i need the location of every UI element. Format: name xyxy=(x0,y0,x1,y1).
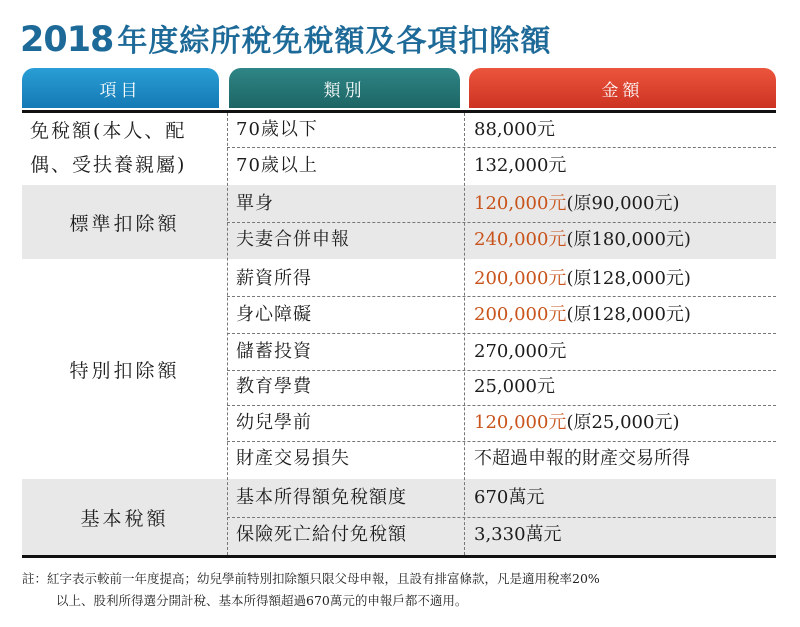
header-amount: 金額 xyxy=(469,68,776,108)
table-row-amount xyxy=(474,405,679,441)
table-row-category: 70歲以下 xyxy=(236,119,318,140)
table-row-amount xyxy=(474,334,566,370)
table-row-amount xyxy=(474,297,691,333)
footnote-line2: 以上、股利所得選分開計稅、基本所得額超過670萬元的申報戶都不適用。 xyxy=(56,593,468,608)
table-row-category: 單身 xyxy=(236,193,274,214)
table-row-amount xyxy=(474,261,691,297)
group-special-deduction: 特別扣除額 xyxy=(69,359,180,382)
table-bottom-rule xyxy=(22,555,776,558)
table-row-category: 身心障礙 xyxy=(236,304,312,325)
header-category: 類別 xyxy=(229,68,460,108)
group-exemption-line2: 偶、受扶養親屬) xyxy=(30,154,187,176)
title-year: 2018 xyxy=(20,20,114,60)
group-exemption xyxy=(30,114,225,182)
amount-value: 3,330萬元 xyxy=(474,524,562,545)
table-row-amount xyxy=(474,112,555,148)
page-title xyxy=(20,16,551,60)
amount-original: (原25,000元) xyxy=(566,412,680,433)
table-row-amount xyxy=(474,148,566,184)
header-item: 項目 xyxy=(22,68,219,108)
table-row-category: 薪資所得 xyxy=(236,268,312,289)
table-top-rule xyxy=(22,110,776,113)
group-exemption-line1: 免稅額(本人、配 xyxy=(30,120,187,142)
amount-value-increased: 120,000元 xyxy=(474,193,567,214)
amount-original: (原128,000元) xyxy=(566,268,691,289)
amount-value-increased: 240,000元 xyxy=(474,229,567,250)
table-row-amount xyxy=(474,186,679,222)
table-row-category: 教育學費 xyxy=(236,376,312,397)
amount-original: (原90,000元) xyxy=(566,193,680,214)
amount-value-increased: 200,000元 xyxy=(474,304,567,325)
footnote xyxy=(22,568,782,612)
table-row-amount xyxy=(474,222,691,258)
column-divider-2 xyxy=(464,113,465,555)
amount-value: 670萬元 xyxy=(474,487,545,508)
table-row-category: 幼兒學前 xyxy=(236,412,312,433)
amount-original: (原128,000元) xyxy=(566,304,691,325)
table-row-category: 夫妻合併申報 xyxy=(236,229,350,250)
amount-value: 不超過申報的財產交易所得 xyxy=(474,448,690,469)
table-row-category: 基本所得額免稅額度 xyxy=(236,487,407,508)
table-row-amount xyxy=(474,369,555,405)
amount-value: 270,000元 xyxy=(474,341,567,362)
amount-value-increased: 200,000元 xyxy=(474,268,567,289)
table-row-amount xyxy=(474,517,562,553)
amount-value: 88,000元 xyxy=(474,119,555,140)
amount-value: 25,000元 xyxy=(474,376,555,397)
table-row-category: 財產交易損失 xyxy=(236,448,350,469)
table-row-category: 70歲以上 xyxy=(236,155,318,176)
group-standard-deduction: 標準扣除額 xyxy=(69,212,180,235)
title-text: 年度綜所稅免稅額及各項扣除額 xyxy=(117,24,552,59)
amount-value-increased: 120,000元 xyxy=(474,412,567,433)
table-row-category: 保險死亡給付免稅額 xyxy=(236,524,407,545)
table-row-amount xyxy=(474,441,690,477)
amount-value: 132,000元 xyxy=(474,155,567,176)
column-divider-1 xyxy=(227,113,228,555)
group-basic-tax: 基本稅額 xyxy=(80,507,169,530)
footnote-line1: 註：紅字表示較前一年度提高；幼兒學前特別扣除額只限父母申報，且設有排富條款，凡是適用稅率20% xyxy=(22,571,600,586)
table-row-category: 儲蓄投資 xyxy=(236,341,312,362)
table-row-amount xyxy=(474,480,544,516)
amount-original: (原180,000元) xyxy=(566,229,691,250)
